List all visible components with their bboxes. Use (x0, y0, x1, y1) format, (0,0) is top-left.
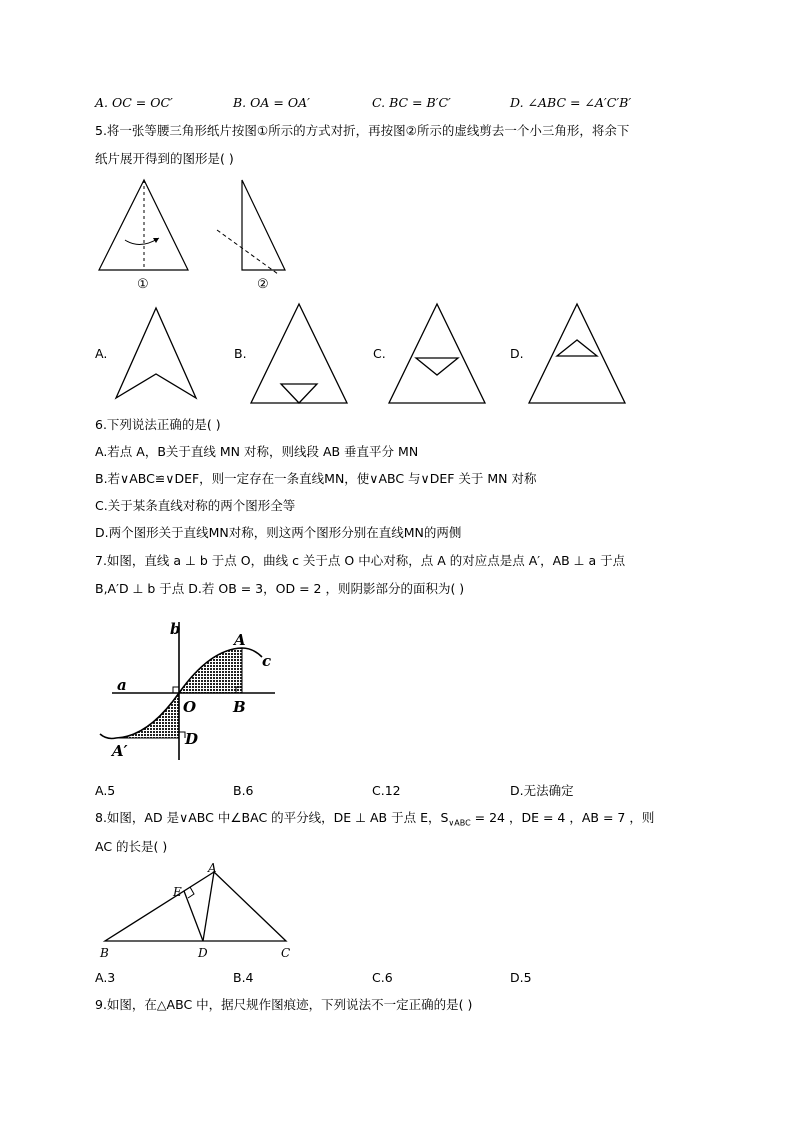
q4-option-b: B. OA = OA′ (233, 95, 310, 110)
q8-label-C: C (281, 946, 291, 960)
q5-stem-line1: 5.将一张等腰三角形纸片按图①所示的方式对折，再按图②所示的虚线剪去一个小三角形，将余下 (95, 123, 630, 138)
q7-label-O: O (183, 698, 197, 716)
q7-shaded-upper (179, 648, 242, 693)
q5-fig1-label: ① (137, 277, 149, 292)
q5-fig2-triangle (242, 180, 285, 270)
q8-label-A: A (208, 862, 217, 875)
q8-option-d: D.5 (510, 970, 532, 985)
q8-segment-de (184, 891, 203, 941)
q5-option-d-label: D. (510, 346, 524, 361)
q5-option-a-label: A. (95, 346, 108, 361)
q7-label-B: B (233, 698, 246, 716)
q5-folding-figures (92, 172, 302, 294)
q5-option-c-label: C. (373, 346, 386, 361)
q4-option-c: C. BC = B′C′ (372, 95, 451, 110)
q8-option-a: A.3 (95, 970, 116, 985)
q7-label-b: b (170, 620, 181, 638)
q4-option-d: D. ∠ABC = ∠A′C′B′ (510, 95, 632, 110)
q8-stem-part1: 8.如图，AD 是∨ABC 中∠BAC 的平分线，DE ⊥ AB 于点 E，S (95, 810, 449, 825)
q8-stem-line1 (95, 809, 654, 833)
q9-stem: 9.如图，在△ABC 中，据尺规作图痕迹，下列说法不一定正确的是( ) (95, 997, 473, 1012)
q7-label-a: a (117, 676, 127, 694)
q7-stem-line1: 7.如图，直线 a ⊥ b 于点 O，曲线 c 关于点 O 中心对称，点 A 的对应点是点 A′，AB ⊥ a 于点 (95, 553, 626, 568)
q8-stem-line2: AC 的长是( ) (95, 839, 168, 854)
q6-option-b: B.若∨ABC≌∨DEF，则一定存在一条直线MN，使∨ABC 与∨DEF 关于 MN 对称 (95, 471, 537, 486)
q7-shaded-lower (116, 693, 179, 738)
q5-option-c-figure (386, 302, 488, 406)
q7-label-D: D (185, 730, 199, 748)
q5-fig2-label: ② (257, 277, 269, 292)
q7-stem-line2: B,A′D ⊥ b 于点 D.若 OB = 3，OD = 2 ，则阴影部分的面积为( ) (95, 581, 465, 596)
q8-option-b: B.4 (233, 970, 254, 985)
q6-option-d: D.两个图形关于直线MN对称，则这两个图形分别在直线MN的两侧 (95, 525, 462, 540)
q5-option-b-label: B. (234, 346, 247, 361)
q8-label-D: D (198, 946, 208, 960)
q4-option-a: A. OC = OC′ (95, 95, 173, 110)
q7-option-d: D.无法确定 (510, 783, 574, 798)
q8-segment-ad (203, 872, 214, 941)
q6-stem: 6.下列说法正确的是( ) (95, 417, 221, 432)
q8-label-E: E (173, 885, 182, 899)
q8-label-B: B (100, 946, 109, 960)
q7-option-b: B.6 (233, 783, 254, 798)
q5-option-a-figure (112, 304, 202, 406)
q5-stem-line2: 纸片展开得到的图形是( ) (95, 151, 234, 166)
q6-option-a: A.若点 A，B关于直线 MN 对称，则线段 AB 垂直平分 MN (95, 444, 419, 459)
q7-option-a: A.5 (95, 783, 116, 798)
q8-option-c: C.6 (372, 970, 393, 985)
q6-option-c: C.关于某条直线对称的两个图形全等 (95, 498, 296, 513)
q7-label-A-prime: A′ (112, 742, 128, 760)
q8-figure (95, 862, 300, 962)
q5-option-d-figure (526, 302, 628, 406)
q8-area-subscript: ∨ABC (448, 818, 471, 828)
q5-option-b-figure (248, 302, 350, 406)
q7-label-A: A (234, 631, 246, 649)
q7-figure (90, 614, 290, 764)
q7-option-c: C.12 (372, 783, 401, 798)
q8-stem-part2: = 24 ，DE = 4 ，AB = 7 ，则 (470, 810, 655, 825)
q7-label-c: c (262, 652, 272, 670)
q8-triangle-abc (105, 872, 286, 941)
